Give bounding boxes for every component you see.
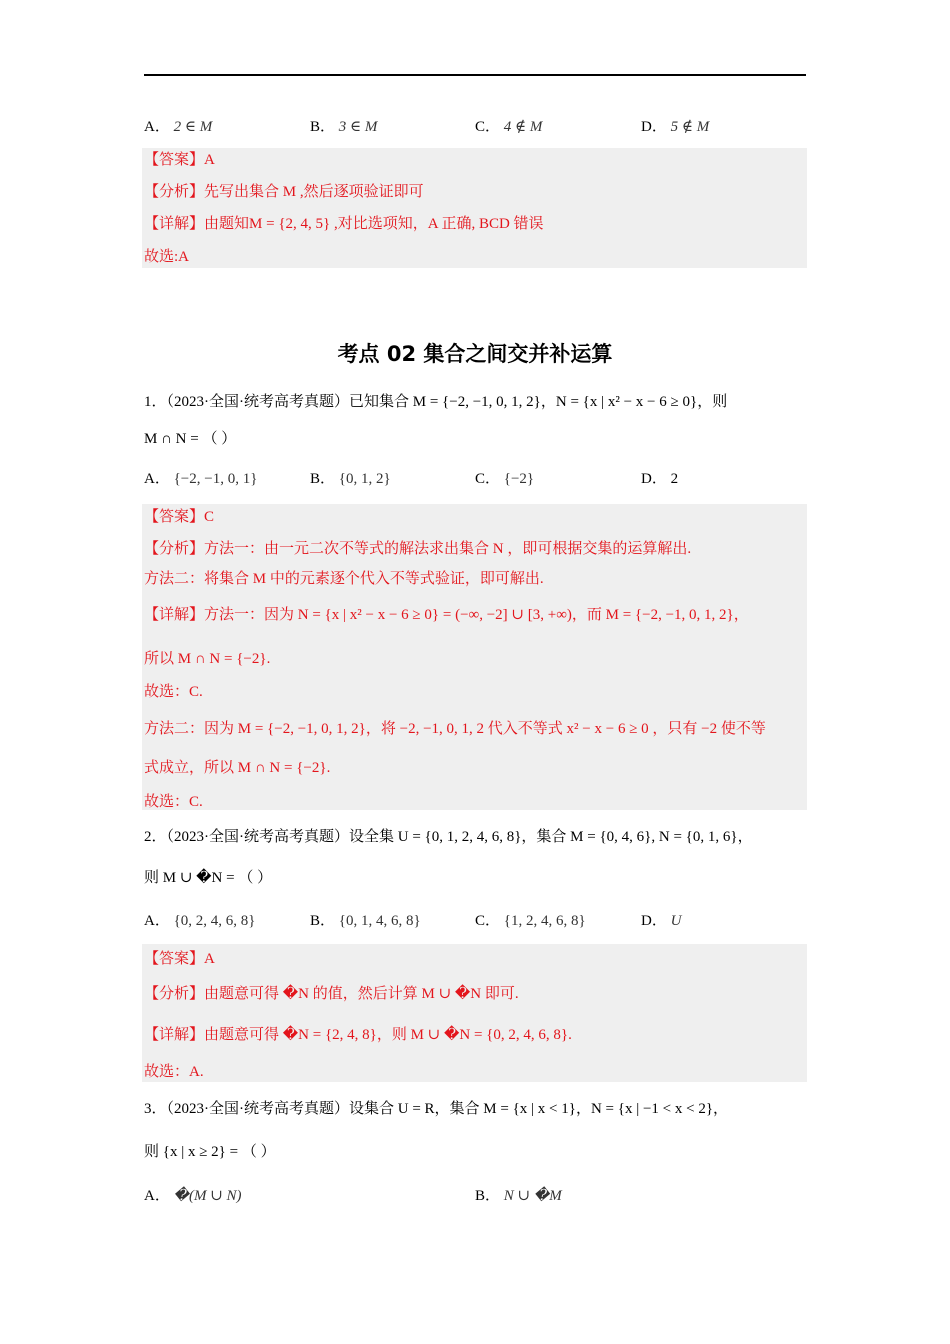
q2-option-b[interactable]: B． {0, 1, 4, 6, 8} bbox=[310, 913, 421, 929]
q1-detail-1: 【详解】方法一：因为 N = {x | x² − x − 6 ≥ 0} = (−∞, −2] ∪ [3, +∞)，而 M = {−2, −1, 0, 1, 2}， bbox=[144, 607, 749, 623]
q1-analysis-1: 【分析】方法一：由一元二次不等式的解法求出集合 N ，即可根据交集的运算解出. bbox=[144, 541, 692, 557]
q1-analysis-2: 方法二：将集合 M 中的元素逐个代入不等式验证，即可解出. bbox=[144, 571, 544, 587]
q1-option-a[interactable]: A． {−2, −1, 0, 1} bbox=[144, 471, 258, 487]
q1-detail-3: 方法二：因为 M = {−2, −1, 0, 1, 2}，将 −2, −1, 0, 1, 2 代入不等式 x² − x − 6 ≥ 0 ，只有 −2 使不等 bbox=[144, 721, 766, 737]
q1-choose-2: 故选：C. bbox=[144, 794, 203, 810]
q2-detail: 【详解】由题意可得 �N = {2, 4, 8}，则 M ∪ �N = {0, 2, 4, 6, 8}. bbox=[144, 1027, 572, 1043]
q2-answer: 【答案】A bbox=[144, 951, 215, 967]
q1-choose-1: 故选：C. bbox=[144, 684, 203, 700]
q3-stem-line1: 3．（2023·全国·统考高考真题）设集合 U = R，集合 M = {x | x < 1}，N = {x | −1 < x < 2}， bbox=[144, 1101, 729, 1117]
q2-option-d[interactable]: D． U bbox=[641, 913, 682, 929]
q2-solution-box bbox=[142, 944, 807, 1082]
section-title: 考点 02 集合之间交并补运算 bbox=[337, 342, 613, 366]
q0-solution-box bbox=[142, 148, 807, 268]
q3-option-a[interactable]: A． �(M ∪ N) bbox=[144, 1188, 242, 1204]
q1-answer: 【答案】C bbox=[144, 509, 215, 525]
q0-option-b[interactable]: B． 3 ∈ M bbox=[310, 119, 378, 135]
q2-stem-line2: 则 M ∪ �N = （ ） bbox=[144, 870, 273, 886]
q3-stem-line2: 则 {x | x ≥ 2} = （ ） bbox=[144, 1144, 276, 1160]
q1-option-d[interactable]: D． 2 bbox=[641, 471, 679, 487]
q0-option-a[interactable]: A． 2 ∈ M bbox=[144, 119, 213, 135]
q2-choose: 故选：A. bbox=[144, 1064, 204, 1080]
q1-detail-2: 所以 M ∩ N = {−2}. bbox=[144, 651, 271, 667]
q1-stem-line1: 1．（2023·全国·统考高考真题）已知集合 M = {−2, −1, 0, 1, 2}，N = {x | x² − x − 6 ≥ 0}，则 bbox=[144, 394, 728, 410]
q3-option-b[interactable]: B． N ∪ �M bbox=[475, 1188, 562, 1204]
q0-option-c[interactable]: C． 4 ∉ M bbox=[475, 119, 543, 135]
q0-choose: 故选:A bbox=[144, 249, 190, 265]
q2-option-a[interactable]: A． {0, 2, 4, 6, 8} bbox=[144, 913, 256, 929]
q0-option-d[interactable]: D． 5 ∉ M bbox=[641, 119, 710, 135]
q0-detail: 【详解】由题知M = {2, 4, 5} ,对比选项知，A 正确, BCD 错误 bbox=[144, 216, 544, 232]
q1-option-b[interactable]: B． {0, 1, 2} bbox=[310, 471, 391, 487]
q2-option-c[interactable]: C． {1, 2, 4, 6, 8} bbox=[475, 913, 586, 929]
q1-detail-4: 式成立，所以 M ∩ N = {−2}. bbox=[144, 760, 331, 776]
header-rule bbox=[144, 74, 806, 76]
q1-stem-line2: M ∩ N = （ ） bbox=[144, 431, 237, 447]
q1-option-c[interactable]: C． {−2} bbox=[475, 471, 535, 487]
q0-answer: 【答案】A bbox=[144, 152, 215, 168]
q2-stem-line1: 2．（2023·全国·统考高考真题）设全集 U = {0, 1, 2, 4, 6, 8}，集合 M = {0, 4, 6}, N = {0, 1, 6}， bbox=[144, 829, 753, 845]
q0-analysis: 【分析】先写出集合 M ,然后逐项验证即可 bbox=[144, 184, 424, 200]
q2-analysis: 【分析】由题意可得 �N 的值，然后计算 M ∪ �N 即可. bbox=[144, 986, 519, 1002]
